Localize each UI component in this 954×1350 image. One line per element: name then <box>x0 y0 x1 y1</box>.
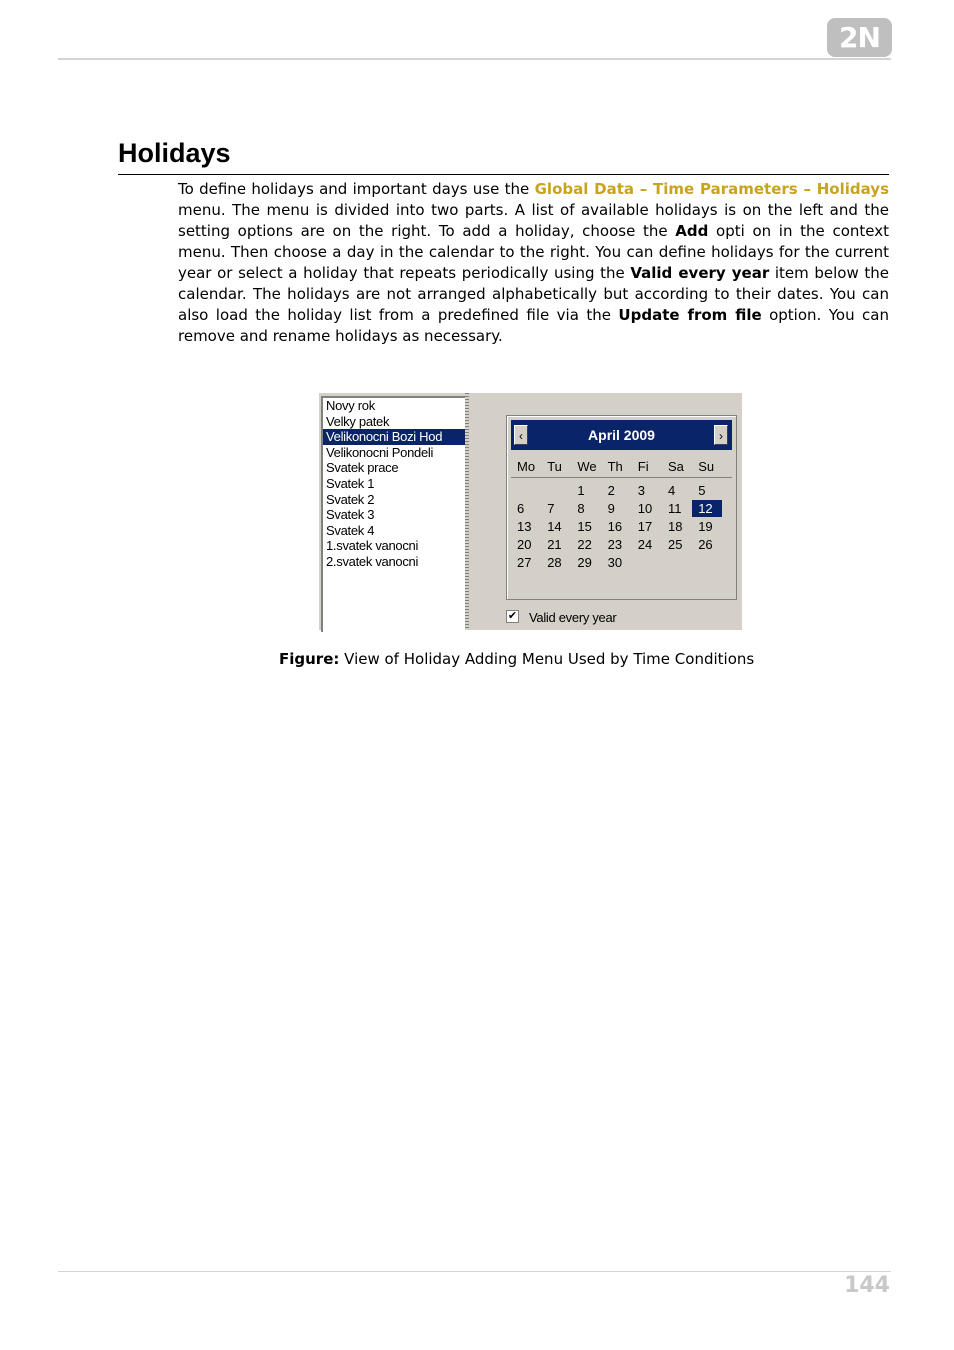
calendar-day[interactable]: 1 <box>577 483 585 498</box>
holiday-list-item[interactable]: Svatek 1 <box>326 475 375 491</box>
chevron-left-icon: ‹ <box>519 429 523 443</box>
menu-path-link[interactable]: Global Data – Time Parameters – Holidays <box>534 180 889 198</box>
holiday-list-item[interactable]: Svatek 4 <box>326 522 375 538</box>
valid-every-year-label: Valid every year <box>529 610 617 625</box>
calendar-panel <box>506 415 737 600</box>
calendar-day[interactable]: 23 <box>607 537 623 552</box>
company-logo: 2N <box>827 18 892 57</box>
calendar-day[interactable]: 13 <box>517 519 532 534</box>
calendar-day[interactable]: 17 <box>637 519 653 534</box>
weekday-label: We <box>577 459 597 474</box>
calendar-day[interactable]: 27 <box>517 555 532 570</box>
calendar-day[interactable]: 11 <box>668 501 682 516</box>
figure-caption <box>279 649 754 670</box>
calendar-day[interactable]: 15 <box>577 519 592 534</box>
title-underline <box>118 174 889 175</box>
holiday-list[interactable] <box>321 396 467 632</box>
body-text-segment: menu. The menu is divided into two parts. A list of available holidays is on the left and the setting options are on the right. To add a holiday, choose the <box>178 201 889 240</box>
calendar-day[interactable]: 29 <box>577 555 592 570</box>
calendar-day[interactable]: 18 <box>668 519 683 534</box>
page-number: 144 <box>844 1273 890 1298</box>
next-month-button[interactable] <box>714 425 728 445</box>
calendar-day[interactable]: 25 <box>668 537 683 552</box>
weekday-label: Tu <box>547 459 562 474</box>
calendar-header <box>511 420 732 450</box>
holiday-list-item[interactable]: Novy rok <box>326 398 375 413</box>
holiday-list-item[interactable]: 1.svatek vanocni <box>326 538 419 554</box>
page-title: Holidays <box>118 138 231 168</box>
weekday-label: Mo <box>517 459 536 474</box>
calendar-day[interactable]: 30 <box>607 555 623 570</box>
caption-text: View of Holiday Adding Menu Used by Time Conditions <box>339 650 755 668</box>
calendar-day[interactable]: 3 <box>637 483 646 498</box>
holiday-menu-screenshot <box>319 393 742 630</box>
holiday-list-item[interactable]: Velikonocni Bozi Hod <box>323 429 466 445</box>
weekday-label: Sa <box>668 459 684 474</box>
calendar-day[interactable]: 4 <box>668 483 676 498</box>
body-text-segment: To define holidays and important days use the <box>178 180 535 198</box>
calendar-day-grid <box>511 482 732 592</box>
holiday-list-item[interactable]: Velikonocni Pondeli <box>326 444 434 460</box>
body-text-segment: option. You can remove and rename holidays as necessary. <box>178 306 889 345</box>
calendar-day[interactable]: 21 <box>547 537 562 552</box>
valid-every-year-checkbox[interactable] <box>506 610 519 623</box>
body-paragraph <box>178 179 889 347</box>
calendar-day[interactable]: 5 <box>698 483 706 498</box>
calendar-day[interactable]: 2 <box>607 483 615 498</box>
valid-every-year-term: Valid every year <box>630 264 770 282</box>
weekday-header-row <box>511 459 732 478</box>
holiday-list-item[interactable]: Velky patek <box>326 413 390 429</box>
holiday-list-item[interactable]: Svatek 3 <box>326 507 375 523</box>
holiday-list-item[interactable]: Svatek prace <box>326 460 399 476</box>
footer-divider <box>58 1271 891 1272</box>
calendar-day-selected[interactable]: 12 <box>692 500 722 517</box>
calendar-day[interactable]: 9 <box>607 501 615 516</box>
calendar-day[interactable]: 7 <box>547 501 555 516</box>
calendar-day[interactable]: 14 <box>547 519 562 534</box>
weekday-label: Su <box>698 459 715 474</box>
calendar-day[interactable]: 26 <box>698 537 713 552</box>
update-from-file-term: Update from file <box>618 306 762 324</box>
chevron-right-icon: › <box>719 429 723 443</box>
calendar-day[interactable]: 8 <box>577 501 585 516</box>
calendar-day[interactable]: 24 <box>637 537 653 552</box>
add-option-term: Add <box>675 222 709 240</box>
panel-splitter[interactable] <box>465 393 469 630</box>
checkmark-icon: ✔ <box>507 610 518 622</box>
calendar-month-label: April 2009 <box>588 427 655 443</box>
calendar-day[interactable]: 6 <box>517 501 525 516</box>
holiday-list-item[interactable]: 2.svatek vanocni <box>326 553 419 569</box>
calendar-day[interactable]: 10 <box>637 501 653 516</box>
calendar-day[interactable]: 22 <box>577 537 592 552</box>
calendar-day[interactable]: 19 <box>698 519 713 534</box>
calendar-day[interactable]: 16 <box>607 519 623 534</box>
weekday-label: Th <box>607 459 623 474</box>
caption-label: Figure: <box>279 650 340 668</box>
header-divider <box>58 58 891 60</box>
calendar-day[interactable]: 28 <box>547 555 562 570</box>
body-text-segment: item below the calendar. The holidays are not arranged alphabetically but according to their dates. You can also load the holiday list from a predefined file via the <box>178 264 889 324</box>
weekday-label: Fi <box>637 459 649 474</box>
body-text-segment: opti on in the context menu. Then choose a day in the calendar to the right. You can define holidays for the current year or select a holiday that repeats periodically using the <box>178 222 889 282</box>
calendar-day[interactable]: 20 <box>517 537 532 552</box>
holiday-list-item[interactable]: Svatek 2 <box>326 491 375 507</box>
